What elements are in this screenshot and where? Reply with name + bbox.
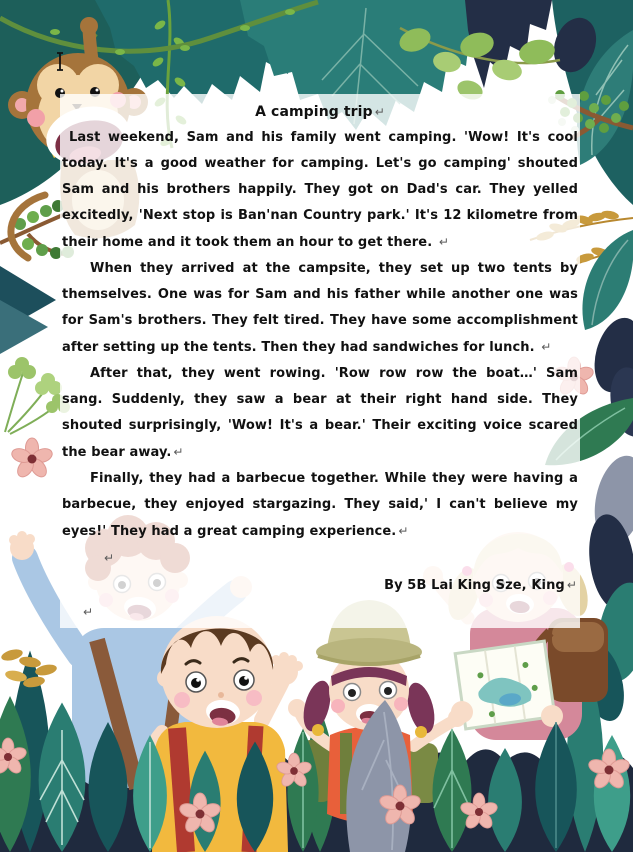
story-paragraph-2: When they arrived at the campsite, they set up two tents by themselves. One was for Sam and his father while another one was for Sam's brothers. They felt tired. They have some accomplishment after setting up the tents. Then they had sandwiches for lunch. ↵ [62, 261, 578, 355]
story-paragraph-3: After that, they went rowing. 'Row row row the boat…' Sam sang. Suddenly, they saw a bear at their right hand side. They shouted surprisingly, 'Wow! It's a bear.' Their exciting voice scared the bear away. ↵ [62, 366, 578, 460]
paragraph-mark: ↵ [374, 105, 385, 119]
paragraph-mark: ↵ [173, 445, 184, 459]
page-title [62, 99, 578, 125]
paragraph-mark: ↵ [438, 235, 450, 249]
empty-line [62, 599, 578, 626]
story-paragraph-1: Last weekend, Sam and his family went camping. 'Wow! It's cool today. It's a good weather for camping. Let's go camping' shouted Sam and his brothers happily. They got on Dad's car. They yelled excitedly, 'Next stop is Ban'nan Country park.' It's 12 kilometre from their home and it took them an hour to get there. ↵ [62, 130, 578, 250]
paragraph-mark: ↵ [83, 605, 94, 619]
paragraph-mark: ↵ [541, 340, 552, 354]
story-text-block[interactable] [60, 94, 580, 628]
page-title-text: A camping trip [255, 104, 373, 120]
paragraph-mark: ↵ [398, 524, 409, 538]
byline: By 5B Lai King Sze, King ↵ [384, 578, 577, 593]
paragraph-mark: ↵ [566, 578, 577, 592]
story-paragraph-4: Finally, they had a barbecue together. While they were having a barbecue, they enjoyed stargazing. They said,' I can't believe my eyes!' They had a great camping experience. ↵ [62, 471, 578, 539]
empty-line [62, 545, 578, 572]
paragraph-mark: ↵ [104, 551, 115, 565]
